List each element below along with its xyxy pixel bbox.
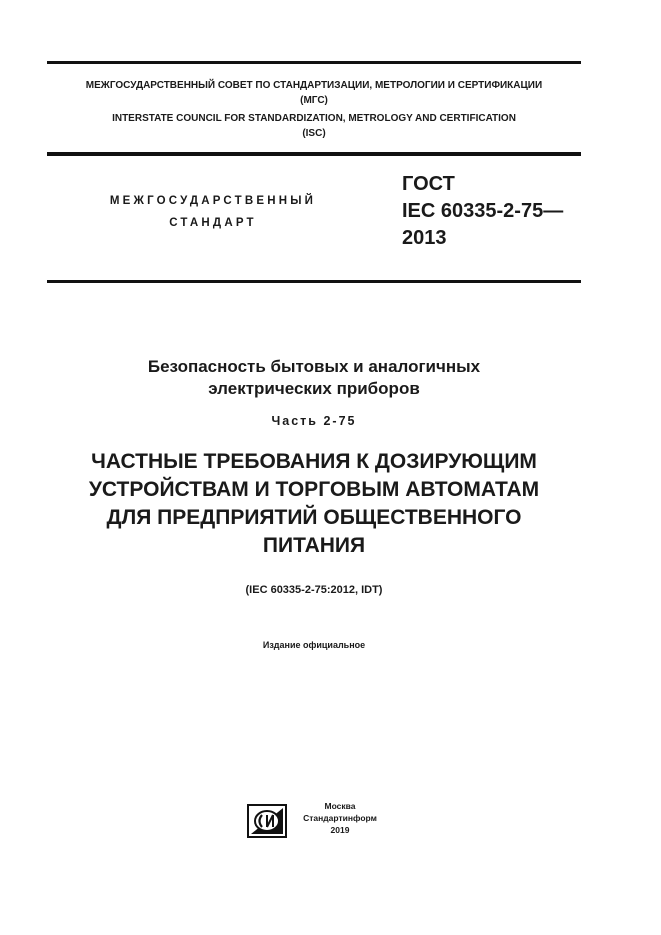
council-ru-name: МЕЖГОСУДАРСТВЕННЫЙ СОВЕТ ПО СТАНДАРТИЗАЦИИ, МЕТРОЛОГИИ И СЕРТИФИКАЦИИ — [85, 80, 543, 91]
publisher-city: Москва — [324, 801, 356, 811]
main-title-line1: ЧАСТНЫЕ ТРЕБОВАНИЯ К ДОЗИРУЮЩИМ — [91, 450, 537, 473]
subtitle — [47, 356, 581, 400]
gost-label: ГОСТ — [402, 173, 455, 195]
standartinform-logo-icon — [247, 804, 287, 838]
gost-number: IEC 60335-2-75— — [402, 200, 564, 222]
council-en-name: INTERSTATE COUNCIL FOR STANDARDIZATION, METROLOGY AND CERTIFICATION — [112, 113, 516, 124]
main-title-line3: ДЛЯ ПРЕДПРИЯТИЙ ОБЩЕСТВЕННОГО — [106, 506, 522, 529]
gost-designation — [402, 171, 563, 252]
council-en-abbr: (ISC) — [302, 128, 326, 139]
part-number: Часть 2-75 — [271, 414, 357, 428]
council-ru-block — [47, 78, 581, 108]
standard-type-line1: МЕЖГОСУДАРСТВЕННЫЙ — [109, 195, 317, 207]
council-ru-abbr: (МГС) — [300, 95, 328, 106]
top-rule — [47, 61, 581, 64]
edition-note: Издание официальное — [262, 640, 366, 650]
publisher-year: 2019 — [330, 825, 350, 835]
main-title-line4: ПИТАНИЯ — [262, 534, 366, 557]
standard-type — [88, 190, 338, 234]
iec-reference: (IEC 60335-2-75:2012, IDT) — [245, 584, 383, 596]
publisher-name: Стандартинформ — [303, 813, 377, 823]
main-title — [47, 448, 581, 560]
middle-rule — [47, 152, 581, 156]
council-en-block — [47, 111, 581, 141]
subtitle-line1: Безопасность бытовых и аналогичных — [147, 357, 481, 376]
subtitle-line2: электрических приборов — [208, 379, 420, 398]
main-title-line2: УСТРОЙСТВАМ И ТОРГОВЫМ АВТОМАТАМ — [88, 478, 540, 501]
publisher-block — [247, 800, 387, 842]
publisher-text — [295, 800, 385, 836]
standard-type-line2: СТАНДАРТ — [169, 217, 257, 229]
gost-year: 2013 — [402, 227, 447, 249]
bottom-rule — [47, 280, 581, 283]
